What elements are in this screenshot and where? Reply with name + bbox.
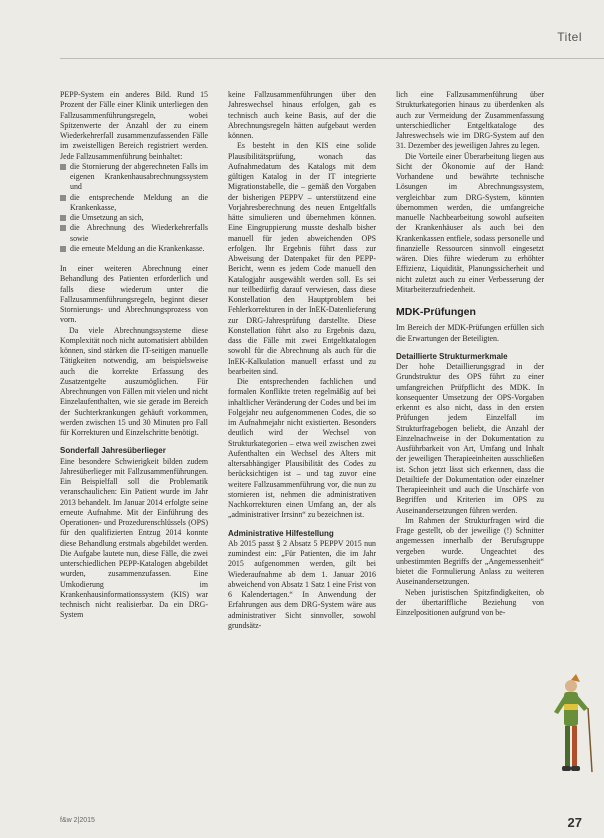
paragraph: Die Vorteile einer Überarbeitung liegen aus Sicht der Ökonomie auf der Hand: Vorhandene und bewährte technische Lösungen im Abrechnungssystem, vergleichbar zum DRG-System, könnten übernommen werden, die umfangreiche manuelle Nachbearbeitung sowohl aufseiten der Krankenhäuser als auch bei den Krankenkassen entfiele, sodass personelle und finanzielle Ressourcen sinnvoll eingesetzt wären. Dies führe wiederum zu erhöhter Effizienz, Liquidität, Planungssicherheit und nicht zuletzt auch zu einer Verbesserung der Mitarbeiterzufriedenheit. bbox=[396, 151, 544, 294]
list-item: die entsprechende Meldung an die Krankenkasse, bbox=[60, 193, 208, 214]
paragraph: Da viele Abrechnungssysteme diese Komplexität noch nicht automatisiert abbilden können, sind stärken die IT-seitigen manuelle Tätigkeiten notwendig, am beispielsweise auch die korrekte Erfassung des Zusatzentgelte auszumöglichen. Für Abrechnungen von Fällen mit vielen und nicht Einzelaufenthalten, wie sie gerade im Bereich der Suchterkrankungen gehäuft vorkommen, werden zwischen 15 und 30 Minuten pro Fall für Korrekturen und Einzelschritte benötigt. bbox=[60, 325, 208, 437]
paragraph: Eine besondere Schwierigkeit bilden zudem Jahresüberlieger mit Fallzusammenführungen. Ein Beispielfall soll die Problematik veranschaulichen: Ein Patient wurde im Jahr 2013 behandelt. Im Januar 2014 erfolgte seine erneute Aufnahme. Mit der Einführung des Operationen- und Prozedurenschlüssels (OPS) für den qualifizierten Entzug 2014 konnte diese Behandlung erstmals abgebildet werden. Die Aufgabe lautete nun, diese Fälle, die zwei unterschiedlichen PEPP-Katalogen abgebildet wurden, zusammenzufassen. Eine Umkodierung im Krankenhausinformationssystem (KIS) war technisch nicht realisierbar. Da ein DRG-System bbox=[60, 456, 208, 620]
running-header: Titel bbox=[557, 30, 582, 44]
paragraph: Es besteht in den KIS eine solide Plausibilitätsprüfung, wonach das Aufnahmedatum des Katalogs mit dem gültigen Katalog in der IT integrierte Migrationstabelle, die – gemäß den Vorgaben der bisherigen PEPPV – unterstützend eine Vorjahresberechnung des neuen Entgeltfalls hätte simulieren und übernehmen können. Eine Eingruppierung musste deshalb bisher manuell für jeden abweichenden OPS erfolgen. Ihr Ergebnis führt dass zur Abweisung der Datenpaket für den PEPP-Bericht, wenn es jedem Code manuell den Katalogjahr ausgewählt werden soll. Es sei nur teilbedürfig darauf verwiesen, dass diese Konstellation den Hauptproblem bei Fehlerkorrekturen in der InEK-Datenlieferung zur DRG-Jahresprüfung darstellte. Diese Konstellation führt also zu Ergebnis dazu, dass die Fälle mit zwei Entgeltkatalogen sowohl für die Abrechnung als auch für die InEK-Kalkulation manuell erfasst und zu bearbeiten sind. bbox=[228, 141, 376, 376]
header-rule bbox=[60, 58, 604, 59]
paragraph: Im Rahmen der Strukturfragen wird die Frage gestellt, ob der jeweilige (!) Schnitter angemessen innerhalb der Berufsgruppe vergeben wurde. Ungeachtet des unbestimmten Begriffs der „Angemessenheit“ bietet die Formulierung Anlass zu weiteren Auseinandersetzungen. bbox=[396, 515, 544, 587]
paragraph: Neben juristischen Spitzfindigkeiten, ob der übertariffliche Beziehung von Einzelpositionen aufgrund von be- bbox=[396, 587, 544, 617]
section-heading: MDK-Prüfungen bbox=[396, 306, 476, 318]
list-item: die Umsetzung an sich, bbox=[60, 213, 208, 223]
bullet-list bbox=[60, 162, 208, 254]
paragraph: Ab 2015 passt § 2 Absatz 5 PEPPV 2015 nun zumindest ein: „Für Patienten, die im Jahr 2015 aufgenommen werden, gilt bei Wiederaufnahme ab dem 1. Januar 2016 abweichend von Absatz 1 Satz 1 eine Frist von 6 Kalendertagen.“ In Anwendung der Erfahrungen aus dem DRG-System wäre aus administrativer Sicht sinnvoller, sowohl grundsätz- bbox=[228, 538, 376, 630]
text-column-2 bbox=[228, 90, 376, 631]
text-column-1 bbox=[60, 90, 208, 621]
paragraph: In einer weiteren Abrechnung einer Behandlung des Patienten erforderlich und falls diese wiederum unter die Fallzusammenführungsregeln, beginnt dieser Stornierungs- und Abrechnungsprozess von vorn. bbox=[60, 264, 208, 325]
paragraph: Die entsprechenden fachlichen und formalen Konflikte treten regelmäßig auf bei inhaltlicher Veränderung der Codes und bei im Folgejahr neu aufgenommenen Codes, die so im Aufnahmejahr nicht existierten. Besonders deutlich wird der Wechsel von Strukturkategorien – etwa weil zwischen zwei Aufenthalten ein Wechsel des Alters mit altersabhängiger Plausibilität des Codes zu berücksichtigen ist – und tag zuvor eine weitere Fallzusammenführung vor, die nun zu stornieren ist, nehmen die administrativen Nachkorrekturen einen Umfang an, der als „administrativer Irrsinn“ zu bezeichnen ist. bbox=[228, 377, 376, 520]
list-item: die erneute Meldung an die Krankenkasse. bbox=[60, 244, 208, 254]
list-item: die Abrechnung des Wiederkehrerfalls sowie bbox=[60, 223, 208, 244]
text-column-3 bbox=[396, 90, 544, 618]
subheading: Detaillierte Strukturmerkmale bbox=[396, 351, 508, 361]
subheading: Administrative Hilfestellung bbox=[228, 528, 334, 538]
paragraph: Im Bereich der MDK-Prüfungen erfüllen sich die Erwartungen der Beteiligten. bbox=[396, 323, 544, 343]
paragraph: keine Fallzusammenführungen über den Jahreswechsel hinaus erfolgen, gab es technisch auch keine Basis, auf der die Abrechnungsregeln hätten aufgebaut werden können. bbox=[228, 90, 376, 140]
paragraph: Der hohe Detaillierungsgrad in der Grundstruktur des OPS führt zu einer umfangreichen Prüfpflicht des MDK. In konsequenter Umsetzung der OPS-Vorgaben erkennt es also nicht, dass in den ersten Prüfungen jedem Einzelfall im Strukturfragebogen beliebt, die Anzahl der Einzelnachweise in der Dokumentation zu Ausführbarkeit von Art, Umfang und Inhalt der jeweiligen Therapieeinheiten ausschließen ist. Schon jetzt lässt sich erkennen, dass die Detailtiefe der Dokumentation oder einzelner Therapieeinheit und auch die Unschärfe von Begriffen und Kriterien im OPS zu Auseinandersetzungen führen werden. bbox=[396, 362, 544, 515]
jester-illustration bbox=[546, 672, 596, 792]
page-number: 27 bbox=[567, 815, 582, 830]
footer-issue: f&w 2|2015 bbox=[60, 817, 95, 824]
paragraph: PEPP-System ein anderes Bild. Rund 15 Prozent der Fälle einer Klinik unterliegen den Fallzusammenführungsregeln, wobei Spitzenwerte der Anzahl der zu einem Wiederkehrerfall zusammenzufassenden Fälle im zweistelligen Bereich registriert werden. Jede Fallzusammenführung beinhaltet: bbox=[60, 90, 208, 161]
paragraph: lich eine Fallzusammenführung über Strukturkategorien hinaus zu überdenken als auch zur Vermeidung der Zusammenfassung unterschiedlicher Entgeltkataloge des Jahreswechsels wie im DRG-System auf den 31. Dezember des jeweiligen Jahres zu legen. bbox=[396, 90, 544, 151]
list-item: die Stornierung der abgerechneten Falls im eigenen Krankenhausabrechnungssystem und bbox=[60, 162, 208, 193]
subheading: Sonderfall Jahresüberlieger bbox=[60, 446, 166, 456]
